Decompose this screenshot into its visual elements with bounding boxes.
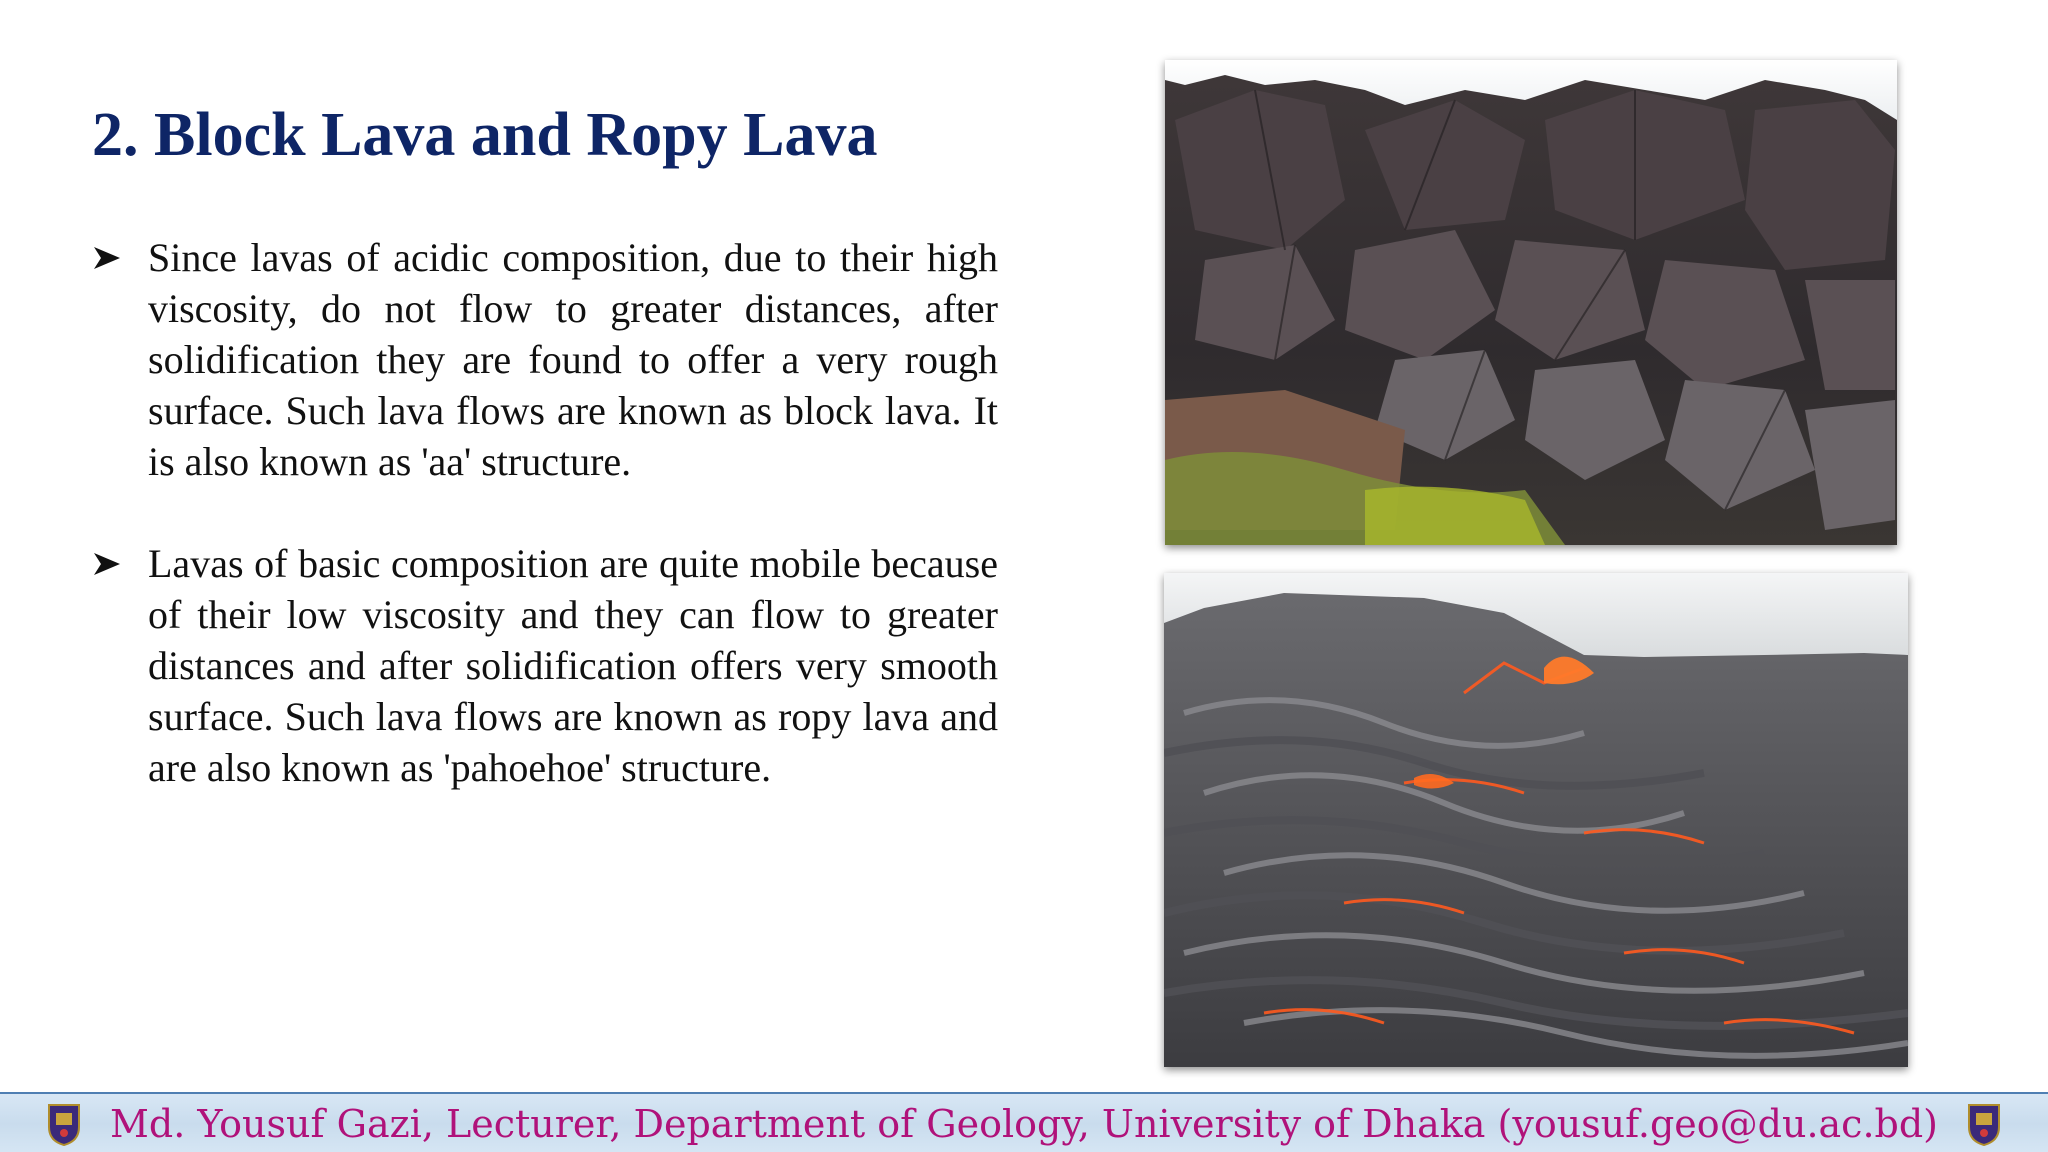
university-crest-icon bbox=[1966, 1101, 2002, 1147]
footer-bar bbox=[0, 1092, 2048, 1152]
block-lava-photo bbox=[1165, 60, 1897, 545]
footer-text: Md. Yousuf Gazi, Lecturer, Department of Geology, University of Dhaka (yousuf.geo@du.ac.bd) bbox=[109, 1102, 1939, 1146]
slide-title: 2. Block Lava and Ropy Lava bbox=[92, 101, 878, 169]
bullet-item-ropy-lava bbox=[92, 538, 998, 793]
bullet-list bbox=[92, 232, 998, 844]
arrowhead-bullet-icon bbox=[92, 538, 148, 589]
ropy-lava-photo bbox=[1164, 573, 1908, 1067]
university-crest-icon bbox=[46, 1101, 82, 1147]
bullet-item-block-lava bbox=[92, 232, 998, 487]
bullet-text: Since lavas of acidic composition, due to their high viscosity, do not flow to greater distances, after solidification they are found to offer a very rough surface. Such lava flows are known as block lava. It is also known as 'aa' structure. bbox=[148, 235, 998, 484]
arrowhead-bullet-icon bbox=[92, 232, 148, 283]
bullet-text: Lavas of basic composition are quite mobile because of their low viscosity and they can flow to greater distances and after solidification offers very smooth surface. Such lava flows are known as ropy lava and are also known as 'pahoehoe' structure. bbox=[148, 541, 998, 790]
